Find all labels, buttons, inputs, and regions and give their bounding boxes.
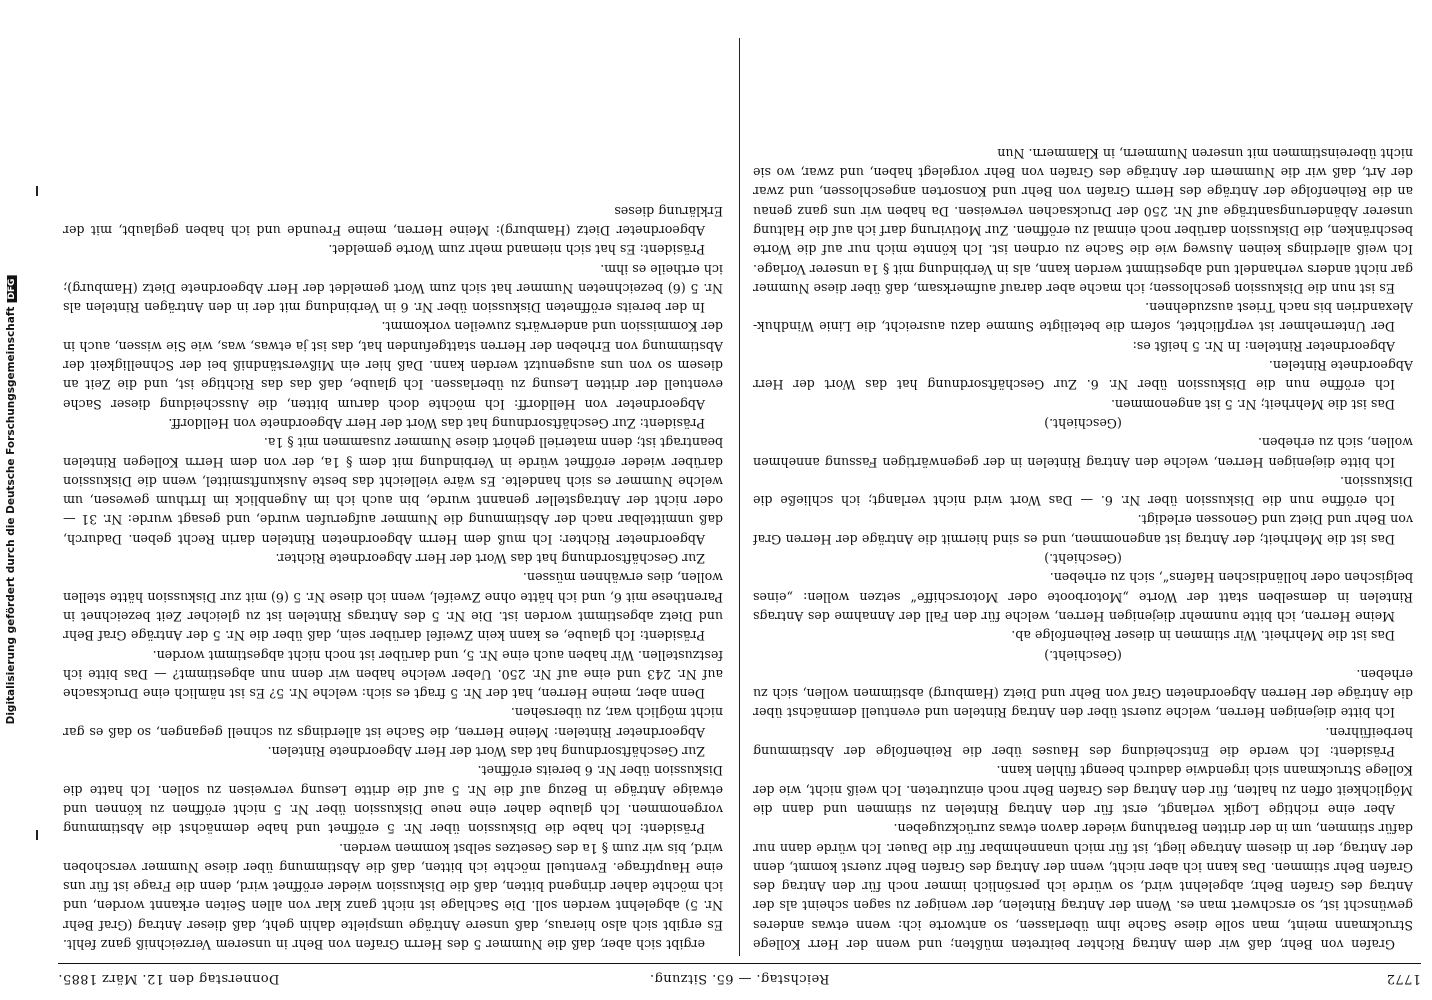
page-number: 1772 <box>1386 971 1421 986</box>
paragraph: Denn aber, meine Herren, hat der Nr. 5 fragt es sich: welche Nr. 5? Es ist nämlich eine Drucksache auf Nr. 243 und eine auf Nr. 250. Ueber welche haben wir denn nun abgestimmt? — Das bitte ich festzustellen. Wir haben auch eine Nr. 5, und darüber ist noch nicht abgestimmt worden. <box>63 647 723 702</box>
digitization-note <box>5 276 17 725</box>
scan-mark <box>36 830 38 840</box>
paragraph: Grafen von Behr, daß wir dem Antrag Richter beitreten müßten; und wenn der Herr Kollege Struckmann meint, man solle diese Sache ihm überlassen, so antworte ich: wenn etwas anderes gewünscht ist, so erschwert man es. Wenn der Antrag Rintelen, der weniger zu sagen scheint als der Antrag des Grafen Behr, abgelehnt wird, so würde ich persönlich immer noch für den Antrag des Grafen Behr stimmen. Das kann ich aber nicht, wenn der Antrag des Grafen Behr zuerst kommt, denn der Antrag, der in diesem Antrage liegt, ist für mich unannehmbar für die Dauer. Ich würde dann nur dafür stimmen, um in der dritten Berathung wieder davon etwas zurückzugeben. <box>753 821 1413 952</box>
paragraph: Das ist die Mehrheit. Wir stimmen in dieser Reihenfolge ab. <box>1011 628 1395 644</box>
paragraph: Abgeordneter Dietz (Hamburg): Meine Herren, meine Freunde und ich haben geglaubt, mit der Erklärung dieses <box>63 203 723 239</box>
digitization-sidebar <box>0 0 22 1000</box>
left-column <box>753 42 1413 954</box>
paragraph: (Geschieht.) <box>1044 415 1122 431</box>
header-rule <box>58 963 1421 964</box>
paragraph: Das ist die Mehrheit; der Antrag ist angenommen, und es sind hiermit die Anträge der Herren Graf von Behr und Dietz und Genossen erledigt. <box>753 512 1413 547</box>
paragraph: Ich bitte diejenigen Herren, welche den Antrag Rintelen in der gegenwärtigen Fassung annehmen wollen, sich zu erheben. <box>753 435 1413 470</box>
scanned-page <box>58 38 1421 988</box>
page-header <box>58 966 1421 988</box>
paragraph: ergibt sich aber, daß die Nummer 5 des Herrn Grafen von Behr in unserem Verzeichniß ganz fehlt. Es ergibt sich also hieraus, daß unsere Anträge umspielte dahin geht, daß dieser Antrag (Graf Behr Nr. 5) abgelehnt werden soll. Die Sachlage ist nicht ganz klar von allen Seiten erkannt worden, und ich möchte daher dringend bitten, daß die Diskussion wieder eröffnet wird, denn die Frage ist für uns eine Hauptfrage. Eventuell möchte ich bitten, daß die Abstimmung über diese Nummer verschoben wird, bis wir zum § 1a des Gesetzes selbst kommen werden. <box>63 840 723 952</box>
paragraph: (Geschieht.) <box>1044 647 1122 663</box>
paragraph: Abgeordneter von Helldorff: Ich möchte doch darum bitten, die Ausscheidung dieser Sache eventuell der dritten Lesung zu überlassen. Ich glaube, daß das das Richtige ist, und die Zeit an diesem so von uns ausgenutzt werden kann. Daß hier ein Mißverständniß bei der Schnelligkeit der Abstimmung von Erheben der Herren stattgefunden hat, das ist ja etwas, was, wie Sie wissen, auch in der Kommission und anderwärts zuweilen vorkommt. <box>63 319 723 412</box>
paragraph: Präsident: Ich glaube, es kann kein Zweifel darüber sein, daß über die Nr. 5 der Anträge Graf Behr und Dietz abgestimmt worden ist. Die Nr. 5 des Antrags Rintelen ist zu gleicher Zeit bezeichnet in Parenthese mit 6, und ich hätte ohne Zweifel, wenn ich diese Nr. 5 (6) mit zur Diskussion hätte stellen wollen, dies erwähnen müssen. <box>63 570 723 644</box>
paragraph: Ich eröffne nun die Diskussion über Nr. 6. — Das Wort wird nicht verlangt; ich schließe die Diskussion. <box>753 473 1413 509</box>
paragraph: Zur Geschäftsordnung hat das Wort der Herr Abgeordnete Richter. <box>275 551 705 567</box>
dfg-logo: DFG <box>7 276 17 303</box>
digitization-text: Digitalisierung gefördert durch die Deutsche Forschungsgemeinschaft <box>5 306 17 725</box>
paragraph: Abgeordneter Rintelen: Meine Herren, die Sache ist allerdings zu schnell gegangen, so daß es gar nicht möglich war, zu übersehen. <box>63 705 723 740</box>
session-date: Donnerstag den 12. März 1885. <box>58 971 280 986</box>
paragraph: Zur Geschäftsordnung hat das Wort der Herr Abgeordnete Rintelen. <box>267 744 705 760</box>
paragraph: Präsident: Zur Geschäftsordnung hat das Wort der Herr Abgeordnete von Helldorff. <box>168 415 705 431</box>
column-divider <box>739 38 740 956</box>
paragraph: Abgeordneter Rintelen: In Nr. 5 heißt es: <box>1132 338 1395 354</box>
paragraph: Ich eröffne nun die Diskussion über Nr. 6. Zur Geschäftsordnung hat das Wort der Herr Abgeordnete Rintelen. <box>753 358 1413 393</box>
paragraph: In der bereits eröffneten Diskussion über Nr. 6 in Verbindung mit der in den Anträgen Rintelen als Nr. 5 (6) bezeichneten Nummer hat sich zum Wort gemeldet der Herr Abgeordnete Dietz (Hamburg); ich ertheile es ihm. <box>63 261 723 316</box>
paragraph: Der Unternehmer ist verpflichtet, sofern die beteiligte Summe dazu ausreicht, die Linie Windhuk-Alexandrien bis nach Triest auszudehnen. <box>753 300 1413 335</box>
paragraph: Es ist nun die Diskussion geschlossen; ich mache aber darauf aufmerksam, daß über diese Nummer gar nicht anders verhandelt und abgestimmt werden kann, als in Verbindung mit § 1a unserer Vorlage. Ich weiß allerdings keinen Ausweg wie die Sache zu ordnen ist. Ich könnte mich nur auf die Worte beschränken, die Diskussion darüber noch einmal zu eröffnen. Zur Motivirung darf ich auf die Haltung unserer Abänderungsanträge auf Nr. 250 der Drucksachen verweisen. Da haben wir uns ganz genau an die Reihenfolge der Anträge des Herrn Grafen von Behr und Konsorten angeschlossen, und zwar der Art, daß wir die Nummern der Anträge des Grafen von Behr vorgelegt haben, und zwar, wo sie nicht übereinstimmen mit unseren Nummern, in Klammern. Nun <box>753 145 1413 296</box>
paragraph: (Geschieht.) <box>1044 551 1122 567</box>
page-title: Reichstag. — 65. Sitzung. <box>649 971 830 986</box>
paragraph: Meine Herren, ich bitte nunmehr diejenigen Herren, welche für den Fall der Annahme des Antrags Rintelen in demselben statt der Worte „Motorboote oder Motorschiffe“ setzen wollen: „eines belgischen oder holländischen Hafens“, sich zu erheben. <box>753 570 1413 624</box>
paragraph: Abgeordneter Richter: Ich muß dem Herrn Abgeordneten Rintelen darin Recht geben. Dadurch, daß unmittelbar nach der Abstimmung die Nummer aufgerufen wurde, und gesagt wurde: Nr. 31 — oder nicht der Antragsteller genannt wurde, bin auch ich im Augenblick im Irrthum gewesen, um welche Nummer es sich handelte. Es wäre vielleicht das beste Auskunftsmittel, wenn die Diskussion darüber wieder eröffnet würde in Verbindung mit dem § 1a, der von dem Herrn Kollegen Rintelen beantragt ist; denn materiell gehört diese Nummer zusammen mit § 1a. <box>63 435 723 547</box>
paragraph: Präsident: Es hat sich niemand mehr zum Worte gemeldet. <box>328 242 705 258</box>
paragraph: Aber eine richtige Logik verlangt, erst für den Antrag Rintelen zu stimmen und dann die Möglichkeit offen zu halten, für den Antrag des Grafen Behr noch einzutreten. Ich weiß nicht, wie der Kollege Struckmann sich irgendwie dadurch beengt fühlen kann. <box>753 763 1413 817</box>
scan-mark <box>36 186 38 196</box>
paragraph: Präsident: Ich habe die Diskussion über Nr. 5 eröffnet und habe demnächst die Abstimmung vorgenommen. Ich glaube daher eine neue Diskussion über Nr. 5 nicht eröffnen zu können und etwaige Anträge in Bezug auf die Nr. 5 auf die dritte Lesung verweisen zu sollen. Ich hatte die Diskussion über Nr. 6 bereits eröffnet. <box>63 763 723 837</box>
right-column <box>63 42 723 954</box>
paragraph: Präsident: Ich werde die Entscheidung des Hauses über die Reihenfolge der Abstimmung herbeiführen. <box>753 724 1413 760</box>
paragraph: Ich bitte diejenigen Herren, welche zuerst über den Antrag Rintelen und eventuell demnächst über die Anträge der Herren Abgeordneten Graf von Behr und Dietz (Hamburg) abstimmen wollen, sich zu erheben. <box>753 666 1413 721</box>
paragraph: Das ist die Mehrheit; Nr. 5 ist angenommen. <box>1110 396 1395 412</box>
